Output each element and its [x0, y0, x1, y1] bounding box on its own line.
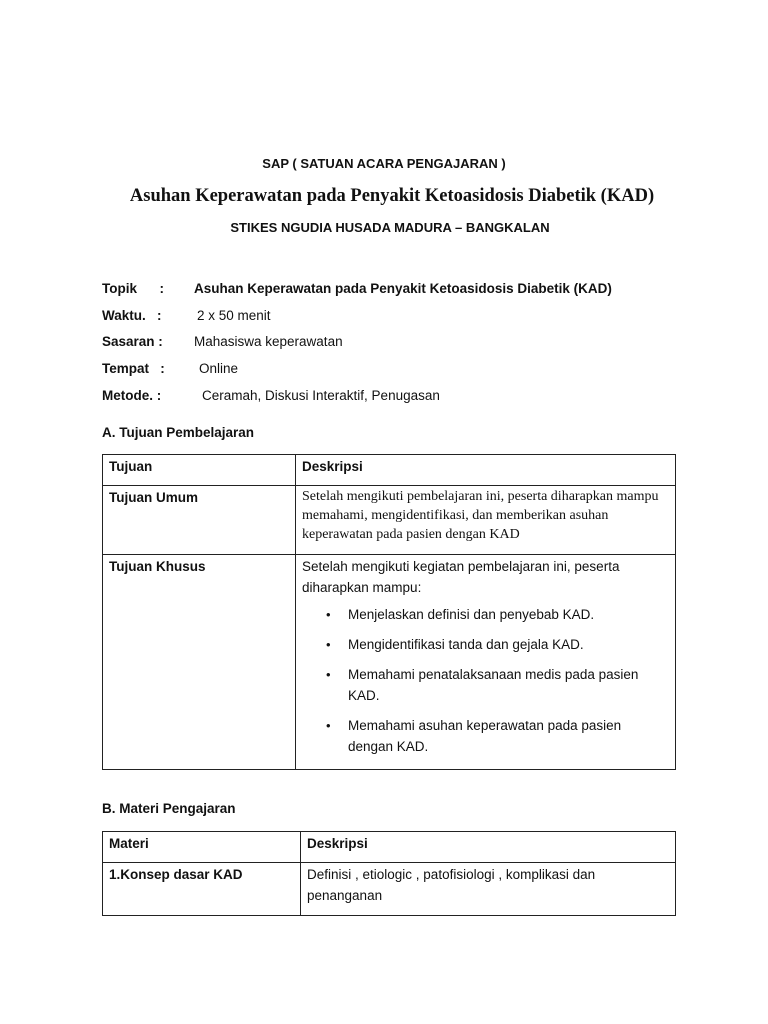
header-cell-tujuan: Tujuan	[103, 455, 296, 486]
tempat-value: Online	[199, 361, 239, 376]
topik-value: Asuhan Keperawatan pada Penyakit Ketoasidosis Diabetik (KAD)	[194, 281, 612, 296]
list-item: • Menjelaskan definisi dan penyebab KAD.	[348, 604, 669, 625]
tujuan-umum-label: Tujuan Umum	[103, 486, 296, 555]
tujuan-khusus-label: Tujuan Khusus	[103, 555, 296, 770]
list-item: • Mengidentifikasi tanda dan gejala KAD.	[348, 634, 669, 655]
list-item: • Memahami asuhan keperawatan pada pasien dengan KAD.	[348, 715, 669, 757]
section-a-heading: A. Tujuan Pembelajaran	[102, 425, 255, 440]
main-title: Asuhan Keperawatan pada Penyakit Ketoasidosis Diabetik (KAD)	[129, 186, 655, 206]
table-row-tujuan-umum	[103, 486, 676, 555]
materi-table	[102, 831, 676, 916]
tujuan-khusus-list	[302, 604, 669, 757]
materi-1-label: 1.Konsep dasar KAD	[103, 863, 301, 916]
header-cell-materi: Materi	[103, 832, 301, 863]
header-cell-deskripsi-b: Deskripsi	[301, 832, 676, 863]
sasaran-value: Mahasiswa keperawatan	[194, 334, 343, 349]
metode-value: Ceramah, Diskusi Interaktif, Penugasan	[202, 388, 440, 403]
sap-title: SAP ( SATUAN ACARA PENGAJARAN )	[262, 156, 506, 171]
table-row-tujuan-khusus	[103, 555, 676, 770]
waktu-value: 2 x 50 menit	[197, 308, 271, 323]
header-cell-deskripsi: Deskripsi	[296, 455, 676, 486]
section-b-heading: B. Materi Pengajaran	[102, 801, 236, 816]
waktu-label: Waktu. :	[102, 308, 162, 323]
tujuan-umum-desc: Setelah mengikuti pembelajaran ini, peserta diharapkan mampu memahami, mengidentifikasi, dan memberikan asuhan keperawatan pada pasien dengan KAD	[296, 486, 676, 555]
materi-1-desc: Definisi , etiologic , patofisiologi , komplikasi dan penanganan	[301, 863, 676, 916]
sasaran-label: Sasaran :	[102, 334, 163, 349]
metode-label: Metode. :	[102, 388, 162, 403]
institution-name: STIKES NGUDIA HUSADA MADURA – BANGKALAN	[230, 220, 550, 235]
list-item: • Memahami penatalaksanaan medis pada pasien KAD.	[348, 664, 669, 706]
tujuan-table	[102, 454, 676, 770]
tujuan-khusus-intro: Setelah mengikuti kegiatan pembelajaran ini, peserta diharapkan mampu:	[302, 559, 620, 595]
table-header-row	[103, 832, 676, 863]
table-row-materi-1	[103, 863, 676, 916]
topik-label: Topik :	[102, 281, 164, 296]
tujuan-khusus-desc	[296, 555, 676, 770]
tempat-label: Tempat :	[102, 361, 165, 376]
table-header-row	[103, 455, 676, 486]
